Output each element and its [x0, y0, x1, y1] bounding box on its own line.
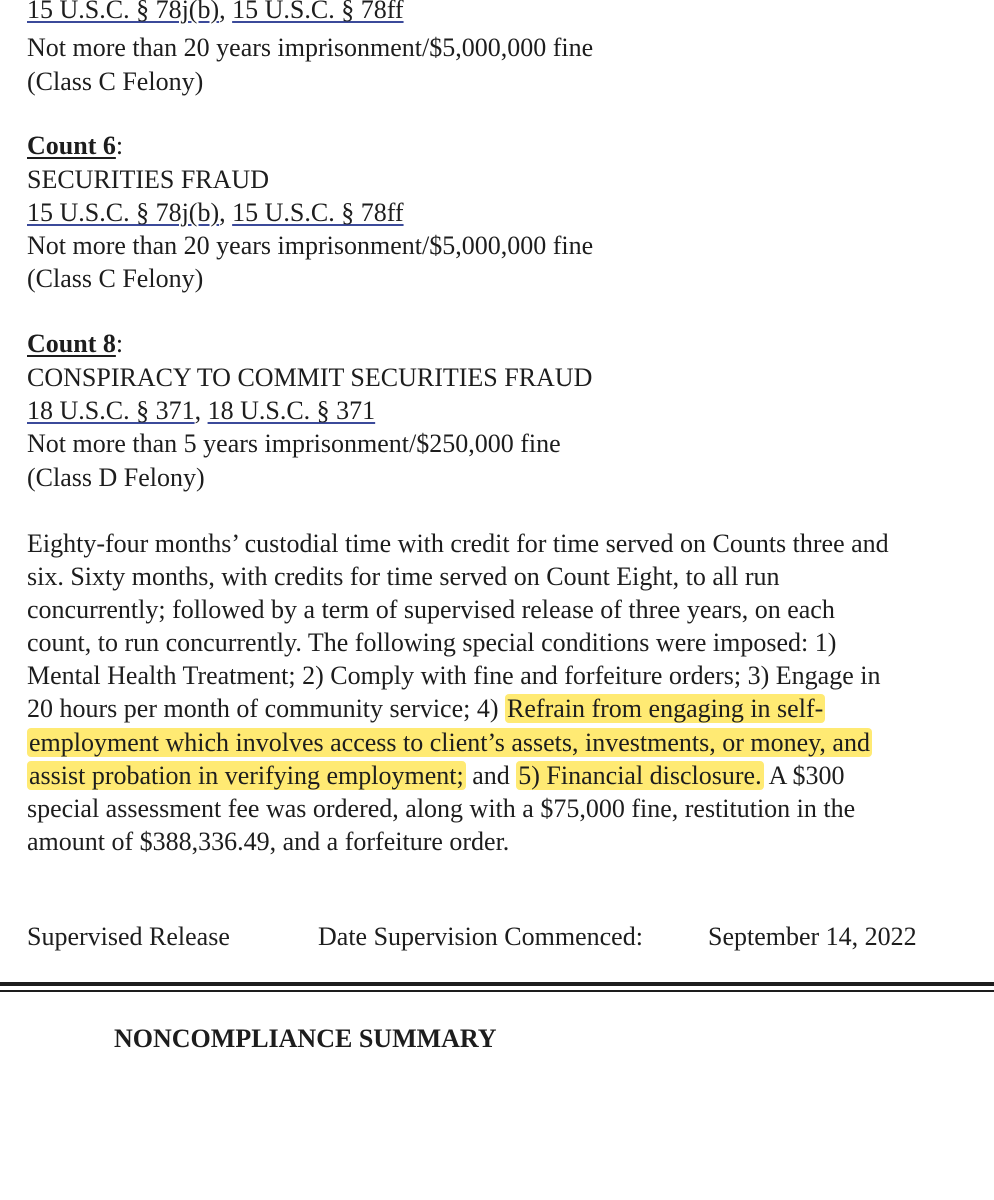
sentence-text: and: [465, 761, 517, 790]
count-8-offense: CONSPIRACY TO COMMIT SECURITIES FRAUD: [27, 363, 593, 392]
count-6-citations: [27, 197, 404, 229]
sentence-line: six. Sixty months, with credits for time served on Count Eight, to all run: [27, 562, 780, 591]
sentence-line: concurrently; followed by a term of supervised release of three years, on each: [27, 595, 835, 624]
citation-link[interactable]: 15 U.S.C. § 78j(b): [27, 198, 220, 227]
count-8-heading: [27, 328, 123, 360]
citation-link[interactable]: 15 U.S.C. § 78j(b): [27, 0, 220, 24]
sentence-line: [27, 693, 825, 725]
count-8-penalty: Not more than 5 years imprisonment/$250,000 fine: [27, 429, 561, 458]
top-citations: [27, 0, 404, 26]
sentence-line: special assessment fee was ordered, along with a $75,000 fine, restitution in the: [27, 794, 856, 823]
noncompliance-summary-heading: NONCOMPLIANCE SUMMARY: [114, 1024, 497, 1053]
highlighted-text: 5) Financial disclosure.: [518, 761, 762, 790]
count-6-class: (Class C Felony): [27, 264, 204, 293]
sentence-line: amount of $388,336.49, and a forfeiture order.: [27, 827, 510, 856]
sentence-line: [27, 760, 845, 792]
count-8-colon: :: [115, 329, 124, 358]
section-divider-thick: [0, 982, 994, 986]
citation-link[interactable]: 18 U.S.C. § 371: [207, 396, 376, 425]
sentence-text: 20 hours per month of community service; 4): [27, 694, 506, 723]
highlighted-text: Refrain from engaging in self-: [507, 694, 824, 723]
supervision-date-value: September 14, 2022: [708, 922, 917, 951]
count-8-class: (Class D Felony): [27, 463, 205, 492]
section-divider-thin: [0, 990, 994, 992]
count-8-citations: [27, 395, 375, 427]
sentence-text: A $300: [763, 761, 845, 790]
count-6-title: Count 6: [27, 131, 116, 160]
sentence-line: Eighty-four months’ custodial time with credit for time served on Counts three and: [27, 529, 889, 558]
count-6-offense: SECURITIES FRAUD: [27, 165, 269, 194]
sentence-line: [27, 727, 872, 759]
highlighted-text: assist probation in verifying employment;: [29, 761, 464, 790]
citation-link[interactable]: 18 U.S.C. § 371: [27, 396, 195, 425]
citation-link[interactable]: 15 U.S.C. § 78ff: [232, 0, 404, 24]
citation-separator: ,: [194, 396, 208, 425]
top-penalty: Not more than 20 years imprisonment/$5,000,000 fine: [27, 33, 594, 62]
supervision-date-label: Date Supervision Commenced:: [318, 922, 643, 951]
citation-separator: ,: [219, 198, 233, 227]
count-6-colon: :: [115, 131, 124, 160]
top-class: (Class C Felony): [27, 67, 204, 96]
supervision-type: Supervised Release: [27, 922, 230, 951]
citation-link[interactable]: 15 U.S.C. § 78ff: [232, 198, 404, 227]
sentence-line: Mental Health Treatment; 2) Comply with fine and forfeiture orders; 3) Engage in: [27, 661, 881, 690]
highlighted-text: employment which involves access to client’s assets, investments, or money, and: [29, 728, 870, 757]
count-8-title: Count 8: [27, 329, 116, 358]
citation-separator: ,: [219, 0, 233, 24]
count-6-heading: [27, 130, 123, 162]
sentence-line: count, to run concurrently. The following special conditions were imposed: 1): [27, 628, 837, 657]
count-6-penalty: Not more than 20 years imprisonment/$5,000,000 fine: [27, 231, 594, 260]
